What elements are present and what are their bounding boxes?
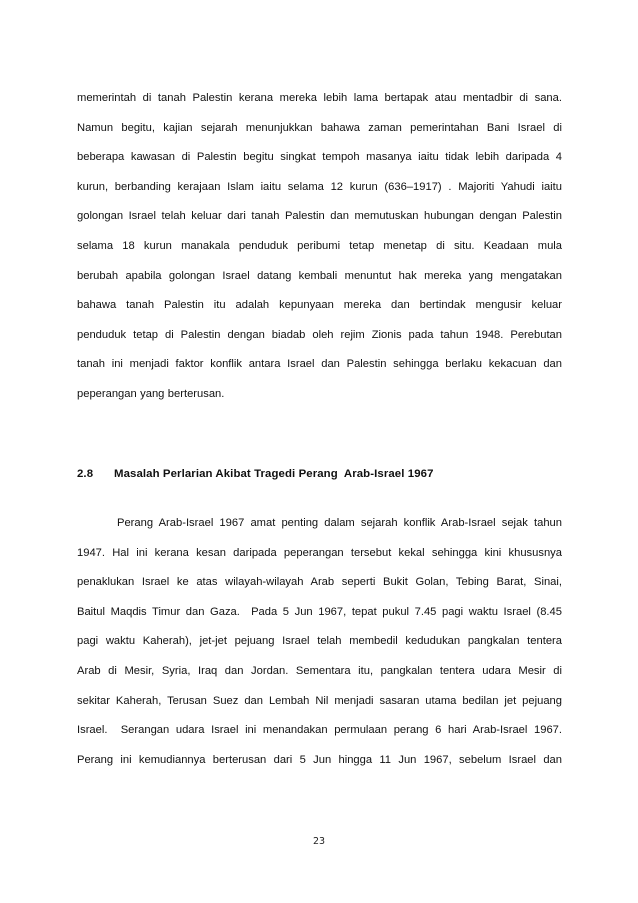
text-line: Namun begitu, kajian sejarah menunjukkan bahawa zaman pemerintahan Bani Israel di bbox=[77, 121, 562, 134]
text-line: selama 18 kurun manakala penduduk peribumi tetap menetap di situ. Keadaan mula bbox=[77, 239, 562, 252]
text-line: tanah ini menjadi faktor konflik antara Israel dan Palestin sehingga berlaku kekacuan dan bbox=[77, 358, 562, 371]
text-line: penaklukan Israel ke atas wilayah-wilayah Arab seperti Bukit Golan, Tebing Barat, Sinai, bbox=[77, 576, 562, 589]
text-line: 1947. Hal ini kerana kesan daripada peperangan tersebut kekal sehingga kini khususnya bbox=[77, 546, 562, 559]
text-line: bahawa tanah Palestin itu adalah kepunyaan mereka dan bertindak mengusir keluar bbox=[77, 299, 562, 312]
section-title: Masalah Perlarian Akibat Tragedi Perang Arab-Israel 1967 bbox=[114, 468, 434, 480]
body-paragraph-1 bbox=[77, 84, 562, 410]
text-line: memerintah di tanah Palestin kerana mereka lebih lama bertapak atau mentadbir di sana. bbox=[77, 92, 562, 104]
body-paragraph-2 bbox=[77, 509, 562, 775]
text-line: peperangan yang berterusan. bbox=[77, 387, 225, 400]
section-number: 2.8 bbox=[77, 468, 94, 480]
text-line: kurun, berbanding kerajaan Islam iaitu selama 12 kurun (636–1917) . Majoriti Yahudi iaitu bbox=[77, 180, 562, 193]
text-line: Perang Arab-Israel 1967 amat penting dalam sejarah konflik Arab-Israel sejak tahun bbox=[117, 517, 562, 529]
text-line: Perang ini kemudiannya berterusan dari 5 Jun hingga 11 Jun 1967, sebelum Israel dan bbox=[77, 753, 562, 766]
page-number: 23 bbox=[312, 836, 326, 847]
text-line: berubah apabila golongan Israel datang kembali menuntut hak mereka yang mengatakan bbox=[77, 269, 562, 282]
text-line: beberapa kawasan di Palestin begitu singkat tempoh masanya iaitu tidak lebih daripada 4 bbox=[77, 151, 562, 164]
text-line: Israel. Serangan udara Israel ini menandakan permulaan perang 6 hari Arab-Israel 1967. bbox=[77, 724, 562, 737]
text-line: pagi waktu Kaherah), jet-jet pejuang Israel telah membedil kedudukan pangkalan tentera bbox=[77, 635, 562, 648]
text-line: golongan Israel telah keluar dari tanah Palestin dan memutuskan hubungan dengan Palestin bbox=[77, 210, 562, 223]
text-line: penduduk tetap di Palestin dengan biadab oleh rejim Zionis pada tahun 1948. Perebutan bbox=[77, 328, 562, 341]
text-line: Baitul Maqdis Timur dan Gaza. Pada 5 Jun 1967, tepat pukul 7.45 pagi waktu Israel (8.45 bbox=[77, 605, 562, 618]
section-heading bbox=[77, 468, 562, 480]
text-line: Arab di Mesir, Syria, Iraq dan Jordan. Sementara itu, pangkalan tentera udara Mesir di bbox=[77, 664, 562, 677]
text-line: sekitar Kaherah, Terusan Suez dan Lembah Nil menjadi sasaran utama bedilan jet pejuang bbox=[77, 694, 562, 707]
